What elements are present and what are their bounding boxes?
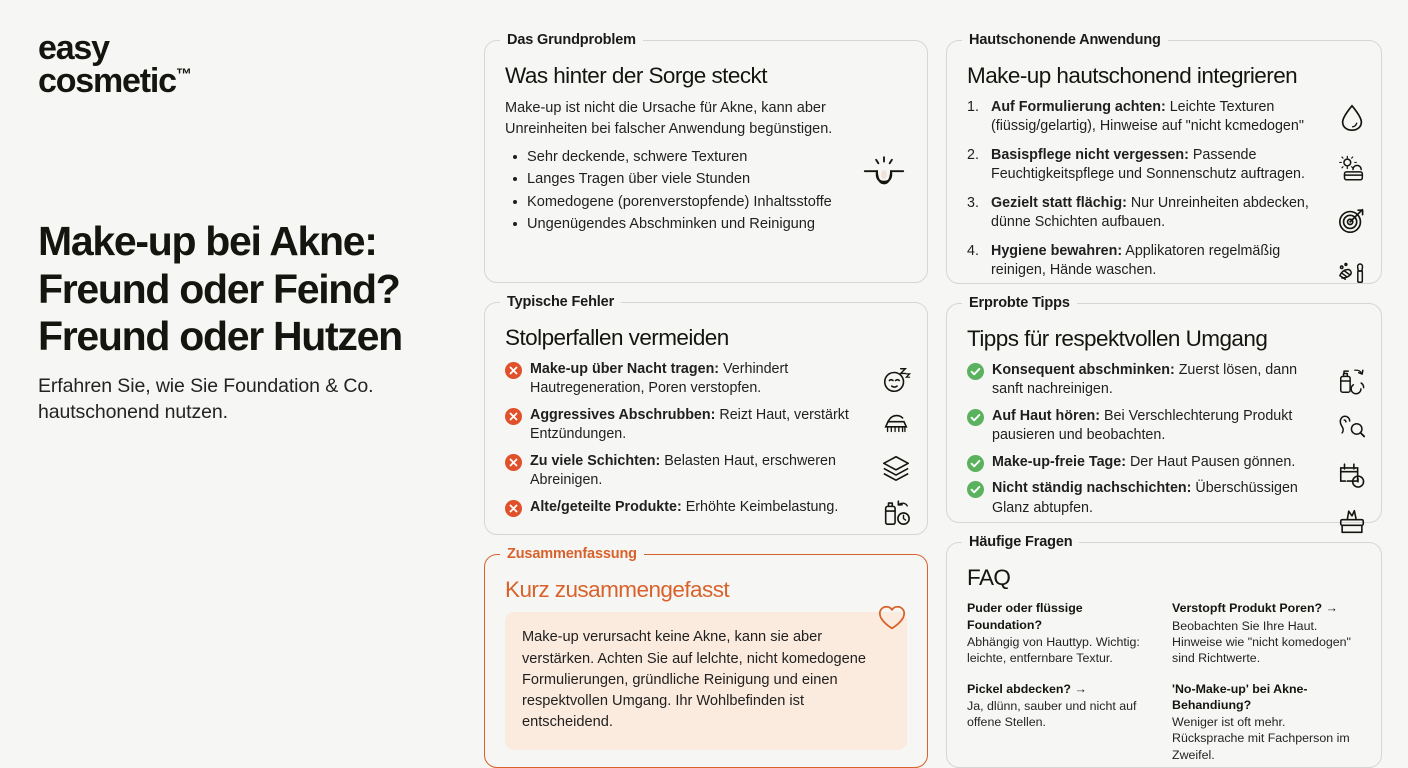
target-dart-icon <box>1337 205 1367 235</box>
list-item <box>967 453 1361 472</box>
bottle-expiry-icon <box>881 497 911 527</box>
faq-answer: Weniger ist oft mehr. Rücksprache mit Fachperson im Zweifel. <box>1172 714 1350 762</box>
list-item-label: Auf Formulierung achten: <box>991 99 1166 115</box>
sleeping-face-icon <box>881 365 911 395</box>
application-steps-list <box>967 98 1361 281</box>
faq-answer: Beobachten Sie Ihre Haut. Hinweise wie "nicht komedogen" sind Richtwerte. <box>1172 618 1351 666</box>
list-item-label: Auf Haut hören: <box>992 407 1101 424</box>
card-legend: Typische Fehler <box>500 294 621 310</box>
hero-subtitle <box>38 373 468 426</box>
list-item-label: Zu viele Schichten: <box>530 452 661 469</box>
list-item-label: Aggressives Abschrubben: <box>530 406 716 423</box>
list-item-label: Make-up-freie Tage: <box>992 453 1126 470</box>
list-item-label: Gezielt statt flächig: <box>991 194 1127 211</box>
list-item-text: Belasten Haut, erschweren Abreinigen. <box>530 452 836 489</box>
step-number: 3. <box>967 194 979 211</box>
tissue-box-icon <box>1337 507 1367 537</box>
list-item-text: Nur Unreinheiten abdecken, dünne Schichten aufbauen. <box>991 194 1309 231</box>
list-item-label: Hygiene bewahren: <box>991 242 1123 259</box>
list-item <box>967 407 1361 446</box>
card-intro-text: Make-up ist nicht die Ursache für Akne, kann aber Unreinheiten bei falscher Anwendung begünstigen. <box>505 100 833 137</box>
list-item-text: Der Haut Pausen gönnen. <box>1126 453 1296 470</box>
column-right <box>946 0 1408 768</box>
brand-logo <box>38 29 484 101</box>
card-title: Make-up hautschonend integrieren <box>967 63 1298 88</box>
check-icon <box>967 455 984 472</box>
list-item-label: Alte/geteilte Produkte: <box>530 498 682 515</box>
trademark-symbol: ™ <box>175 66 192 84</box>
list-item-text: Erhöhte Keimbelastung. <box>681 498 839 515</box>
error-x-icon <box>505 362 522 379</box>
list-item-text: Verhindert Hautregeneration, Poren verstopfen. <box>530 361 789 397</box>
headline-line-2: Freund oder Feind? <box>38 265 400 312</box>
list-item: Komedogene (porenverstopfende) Inhaltsstoffe <box>505 191 907 213</box>
step-number: 1. <box>967 99 979 115</box>
card-grundproblem <box>484 32 928 283</box>
tips-list <box>967 361 1361 518</box>
faq-item <box>967 600 1156 666</box>
list-item <box>505 406 907 445</box>
brand-line-1: easy <box>38 29 109 67</box>
page-title <box>38 218 468 361</box>
list-item-text: Applikatoren regelmäßig reinigen, Hände waschen. <box>991 242 1281 279</box>
clogged-pore-icon <box>863 151 905 193</box>
step-number: 4. <box>967 242 979 259</box>
heart-icon <box>877 603 907 633</box>
faq-question: 'No-Make-up' bei Akne-Behandiung? <box>1172 681 1308 712</box>
list-item <box>967 146 1361 185</box>
mistakes-list <box>505 360 907 517</box>
list-item-text: Passende Feuchtigkeitspflege und Sonnenschutz auftragen. <box>991 146 1305 183</box>
brand-line-2: cosmetic <box>38 62 176 101</box>
list-item: Ungenügendes Abschminken und Reinigung <box>505 213 907 235</box>
list-item-text: Bei Verschlechterung Produkt pausieren und beobachten. <box>992 407 1293 444</box>
sun-cream-icon <box>1337 154 1367 184</box>
summary-text-box: Make-up verursacht keine Akne, kann sie aber verstärken. Achten Sie auf lelchte, nicht komedogene Formulierungen, gründliche Reinigung und einen respektvollen Umgang. Ihr Wohlbefinden ist entscheidend. <box>505 612 907 749</box>
wash-hands-brush-icon <box>1337 256 1367 286</box>
layers-icon <box>881 453 911 483</box>
calendar-clock-icon <box>1337 460 1367 490</box>
list-item <box>967 242 1361 281</box>
faq-item <box>1172 681 1361 763</box>
list-item <box>967 361 1361 400</box>
faq-question: Pickel abdecken? → <box>967 681 1087 696</box>
card-title: Was hinter der Sorge steckt <box>505 63 767 88</box>
list-item-text: Reizt Haut, verstärkt Entzündungen. <box>530 406 849 443</box>
subtitle-line-2: hautschonend nutzen. <box>38 400 228 423</box>
list-item-text: Überschüssigen Glanz abtupfen. <box>992 480 1298 516</box>
faq-grid <box>967 600 1361 763</box>
list-item-label: Konsequent abschminken: <box>992 362 1175 379</box>
headline-line-3: Freund oder Hutzen <box>38 313 402 360</box>
faq-item <box>967 681 1156 763</box>
error-x-icon <box>505 500 522 517</box>
faq-question: Verstopft Produkt Poren? → <box>1172 601 1338 616</box>
application-icon-rail <box>1337 103 1367 286</box>
list-item <box>505 498 907 517</box>
card-legend: Hautschonende Anwendung <box>962 32 1168 48</box>
card-title: Tipps für respektvollen Umgang <box>967 326 1268 352</box>
list-item-text: Zuerst lösen, dann sanft nachreinigen. <box>992 362 1298 398</box>
card-title: FAQ <box>967 565 1011 591</box>
water-drop-icon <box>1337 103 1367 133</box>
tips-icon-rail <box>1337 366 1367 537</box>
card-faq <box>946 534 1382 768</box>
list-item <box>505 452 907 491</box>
column-left <box>484 0 946 768</box>
faq-answer: Ja, dlünn, sauber und nicht auf offene Stellen. <box>967 698 1137 730</box>
card-legend: Das Grundproblem <box>500 32 643 48</box>
faq-item <box>1172 600 1361 666</box>
card-title: Stolperfallen vermeiden <box>505 325 729 350</box>
scrub-brush-icon <box>881 409 911 439</box>
cleanser-pump-icon <box>1337 366 1367 396</box>
hero-text-block <box>38 218 468 425</box>
step-number: 2. <box>967 146 979 163</box>
list-item <box>967 479 1361 518</box>
check-icon <box>967 409 984 426</box>
hero-section <box>0 0 484 768</box>
list-item-label: Make-up über Nacht tragen: <box>530 361 720 377</box>
headline-line-1: Make-up bei Akne: <box>38 218 377 264</box>
mistakes-icon-rail <box>881 365 911 527</box>
card-zusammenfassung <box>484 546 928 768</box>
list-item-label: Basispflege nicht vergessen: <box>991 146 1189 163</box>
card-legend: Erprobte Tipps <box>962 295 1077 311</box>
faq-answer: Abhängig von Hauttyp. Wichtig: leichte, entfernbare Textur. <box>967 634 1140 666</box>
list-item-label: Nicht ständig nachschichten: <box>992 480 1192 497</box>
card-hautschonende-anwendung <box>946 32 1382 284</box>
list-item: Sehr deckende, schwere Texturen <box>505 146 907 168</box>
check-icon <box>967 481 984 498</box>
card-typische-fehler <box>484 294 928 535</box>
list-item <box>505 360 907 399</box>
list-item: Langes Tragen über viele Stunden <box>505 168 907 190</box>
card-erprobte-tipps <box>946 295 1382 523</box>
subtitle-line-1: Erfahren Sie, wie Sie Foundation & Co. <box>38 374 374 397</box>
list-item <box>967 98 1361 137</box>
card-legend: Häufige Fragen <box>962 534 1079 550</box>
error-x-icon <box>505 454 522 471</box>
problem-bullet-list <box>505 146 907 235</box>
list-item-text: Leichte Texturen (fiüssig/gelartig), Hinweise auf "nicht kcmedogen" <box>991 99 1304 135</box>
list-item <box>967 194 1361 233</box>
faq-question: Puder oder flüssige Foundation? <box>967 601 1083 632</box>
ear-magnifier-icon <box>1337 413 1367 443</box>
card-legend: Zusammenfassung <box>500 546 644 562</box>
card-title: Kurz zusammengefasst <box>505 577 730 603</box>
check-icon <box>967 363 984 380</box>
error-x-icon <box>505 408 522 425</box>
